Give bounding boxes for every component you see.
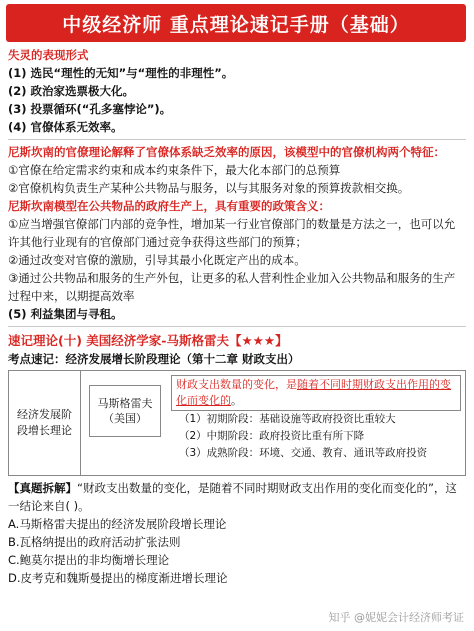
theory-description bbox=[171, 375, 461, 462]
policy-item: (5) 利益集团与寻租。 bbox=[8, 307, 123, 321]
option-c: C.鲍莫尔提出的非均衡增长理论 bbox=[8, 553, 170, 567]
theory-table bbox=[8, 370, 466, 476]
kaodian-line: 考点速记：经济发展增长阶段理论（第十二章 财政支出） bbox=[8, 352, 300, 366]
policy-item: ③通过公共物品和服务的生产外包，让更多的私人营利性企业加入公共物品和服务的生产过程中来，以期提高效率 bbox=[8, 271, 456, 303]
failure-heading: 失灵的表现形式 bbox=[8, 48, 89, 62]
stage-item: （2）中期阶段：政府投资比重有所下降 bbox=[179, 430, 365, 442]
desc-suffix: 。 bbox=[231, 394, 242, 407]
watermark: 知乎 @妮妮会计经济师考证 bbox=[328, 611, 464, 624]
question-text: “财政支出数量的变化，是随着不同时期财政支出作用的变化而变化的”，这一结论来自( )。 bbox=[8, 481, 457, 513]
niskanen-item: ②官僚机构负责生产某种公共物品与服务，以与其服务对象的预算拨款相交换。 bbox=[8, 181, 410, 195]
question-prefix: 【真题拆解】 bbox=[8, 481, 77, 495]
model-heading: 尼斯坎南模型在公共物品的政府生产上，具有重要的政策含义： bbox=[8, 199, 330, 213]
niskanen-item: ①官僚在给定需求约束和成本约束条件下，最大化本部门的总预算 bbox=[8, 163, 341, 177]
policy-item: ②通过改变对官僚的激励，引导其最小化既定产出的成本。 bbox=[8, 253, 306, 267]
economist-country: （美国） bbox=[103, 412, 147, 425]
economist-cell bbox=[89, 385, 161, 437]
option-d: D.皮考克和魏斯曼提出的梯度渐进增长理论 bbox=[8, 571, 228, 585]
divider bbox=[8, 139, 466, 140]
stage-item: （1）初期阶段：基础设施等政府投资比重较大 bbox=[179, 413, 396, 425]
stage-item: （3）成熟阶段：环境、交通、教育、通讯等政府投资 bbox=[179, 447, 428, 459]
failure-item: (4) 官僚体系无效率。 bbox=[8, 120, 123, 134]
failure-item: (3) 投票循环(“孔多塞悖论”)。 bbox=[8, 102, 172, 116]
option-a: A.马斯格雷夫提出的经济发展阶段增长理论 bbox=[8, 517, 227, 531]
divider bbox=[8, 326, 466, 327]
desc-prefix: 财政支出数量的变化，是 bbox=[176, 378, 297, 391]
question bbox=[8, 479, 466, 515]
content bbox=[8, 46, 466, 587]
description-box bbox=[171, 375, 461, 411]
failure-item: (2) 政治家选票极大化。 bbox=[8, 84, 135, 98]
theory-name-cell: 经济发展阶段增长理论 bbox=[9, 371, 81, 475]
desc-highlight: 随着不同时期财政支出作用的变化而变化的 bbox=[176, 378, 451, 407]
option-b: B.瓦格纳提出的政府活动扩张法则 bbox=[8, 535, 181, 549]
failure-item: (1) 选民“理性的无知”与“理性的非理性”。 bbox=[8, 66, 234, 80]
page-title: 中级经济师 重点理论速记手册（基础） bbox=[6, 4, 466, 42]
niskanen-heading: 尼斯坎南的官僚理论解释了官僚体系缺乏效率的原因，该模型中的官僚机构两个特征： bbox=[8, 145, 445, 159]
policy-item: ①应当增强官僚部门内部的竞争性，增加某一行业官僚部门的数量是方法之一，也可以允许其他行业现有的官僚部门通过竞争获得这些部门的预算； bbox=[8, 217, 456, 249]
economist-name: 马斯格雷夫 bbox=[97, 397, 153, 410]
section-title: 速记理论(十) 美国经济学家-马斯格雷夫【★★★】 bbox=[8, 333, 288, 348]
